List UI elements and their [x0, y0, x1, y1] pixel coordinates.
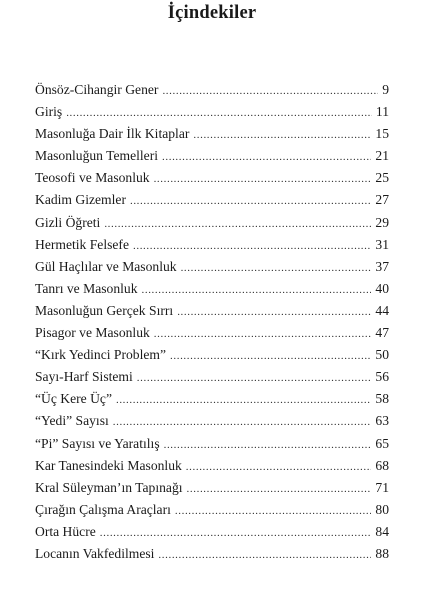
dot-leader: [170, 345, 371, 367]
dot-leader: [154, 323, 372, 345]
dot-leader: [162, 146, 371, 168]
toc-entry: [35, 79, 389, 101]
toc-entry-title: Masonluğun Temelleri: [35, 148, 159, 164]
toc-entry: [35, 256, 389, 278]
toc-entry-title: Masonluğun Gerçek Sırrı: [35, 302, 174, 318]
dot-leader: [104, 213, 371, 235]
toc-entry-title: Kral Süleyman’ın Tapınağı: [35, 479, 183, 495]
toc-entry-page-number: 21: [375, 148, 389, 164]
toc-entry: [35, 410, 389, 432]
toc-entry-title: “Yedi” Sayısı: [35, 413, 109, 429]
toc-entry: [35, 234, 389, 256]
toc-entry: [35, 123, 389, 145]
dot-leader: [66, 102, 372, 124]
toc-entry-page-number: 27: [375, 192, 389, 208]
toc-entry: [35, 433, 389, 455]
toc-entry: [35, 278, 389, 300]
toc-entry-page-number: 56: [375, 369, 389, 385]
dot-leader: [193, 124, 371, 146]
table-of-contents: [35, 79, 389, 565]
toc-entry-page-number: 65: [375, 435, 389, 451]
toc-entry-title: Masonluğa Dair İlk Kitaplar: [35, 126, 190, 142]
toc-entry: [35, 521, 389, 543]
toc-entry-page-number: 47: [375, 325, 389, 341]
toc-entry: [35, 101, 389, 123]
dot-leader: [164, 434, 372, 456]
toc-entry: [35, 388, 389, 410]
toc-entry-title: “Üç Kere Üç”: [35, 391, 112, 407]
toc-entry-page-number: 63: [375, 413, 389, 429]
toc-entry-title: Gizli Öğreti: [35, 214, 101, 230]
toc-entry-page-number: 37: [375, 258, 389, 274]
toc-entry-page-number: 80: [375, 501, 389, 517]
toc-entry: [35, 344, 389, 366]
toc-entry-page-number: 29: [375, 214, 389, 230]
toc-entry: [35, 212, 389, 234]
toc-entry-page-number: 31: [375, 236, 389, 252]
dot-leader: [116, 389, 371, 411]
toc-entry-page-number: 9: [382, 82, 389, 97]
toc-entry-page-number: 25: [375, 170, 389, 186]
toc-entry-title: Pisagor ve Masonluk: [35, 325, 150, 341]
toc-entry-title: Orta Hücre: [35, 523, 96, 539]
toc-entry-page-number: 44: [375, 302, 389, 318]
toc-entry: [35, 300, 389, 322]
toc-entry-page-number: 40: [375, 280, 389, 296]
toc-entry-page-number: 88: [375, 545, 389, 561]
toc-entry-page-number: 84: [375, 523, 389, 539]
toc-entry-page-number: 15: [375, 126, 389, 142]
toc-entry-page-number: 11: [375, 104, 389, 120]
toc-entry-title: Önsöz-Cihangir Gener: [35, 82, 159, 97]
toc-entry-title: “Pi” Sayısı ve Yaratılış: [35, 435, 160, 451]
toc-entry-title: Locanın Vakfedilmesi: [35, 545, 155, 561]
dot-leader: [177, 301, 371, 323]
toc-entry: [35, 366, 389, 388]
dot-leader: [162, 80, 378, 102]
toc-entry-page-number: 50: [375, 347, 389, 363]
toc-entry-page-number: 58: [375, 391, 389, 407]
toc-entry: [35, 543, 389, 565]
toc-entry-title: Çırağın Çalışma Araçları: [35, 501, 171, 517]
toc-entry: [35, 189, 389, 211]
dot-leader: [130, 190, 371, 212]
toc-entry-title: Teosofi ve Masonluk: [35, 170, 150, 186]
dot-leader: [186, 456, 372, 478]
dot-leader: [175, 500, 372, 522]
toc-entry: [35, 477, 389, 499]
toc-entry-title: Sayı-Harf Sistemi: [35, 369, 133, 385]
toc-entry: [35, 145, 389, 167]
dot-leader: [113, 411, 372, 433]
dot-leader: [187, 478, 372, 500]
dot-leader: [154, 168, 372, 190]
dot-leader: [137, 367, 372, 389]
toc-entry-page-number: 68: [375, 457, 389, 473]
toc-entry-page-number: 71: [375, 479, 389, 495]
toc-entry: [35, 499, 389, 521]
dot-leader: [100, 522, 372, 544]
dot-leader: [181, 257, 372, 279]
toc-entry-title: Kadim Gizemler: [35, 192, 126, 208]
toc-entry: [35, 322, 389, 344]
toc-entry-title: Gül Haçlılar ve Masonluk: [35, 258, 177, 274]
toc-entry: [35, 167, 389, 189]
dot-leader: [133, 235, 371, 257]
dot-leader: [158, 544, 371, 566]
toc-entry: [35, 455, 389, 477]
toc-entry-title: Hermetik Felsefe: [35, 236, 129, 252]
page-title: İçindekiler: [167, 3, 257, 23]
toc-entry-title: Tanrı ve Masonluk: [35, 280, 138, 296]
toc-entry-title: “Kırk Yedinci Problem”: [35, 347, 167, 363]
toc-entry-title: Kar Tanesindeki Masonluk: [35, 457, 182, 473]
dot-leader: [142, 279, 372, 301]
toc-entry-title: Giriş: [35, 104, 63, 120]
